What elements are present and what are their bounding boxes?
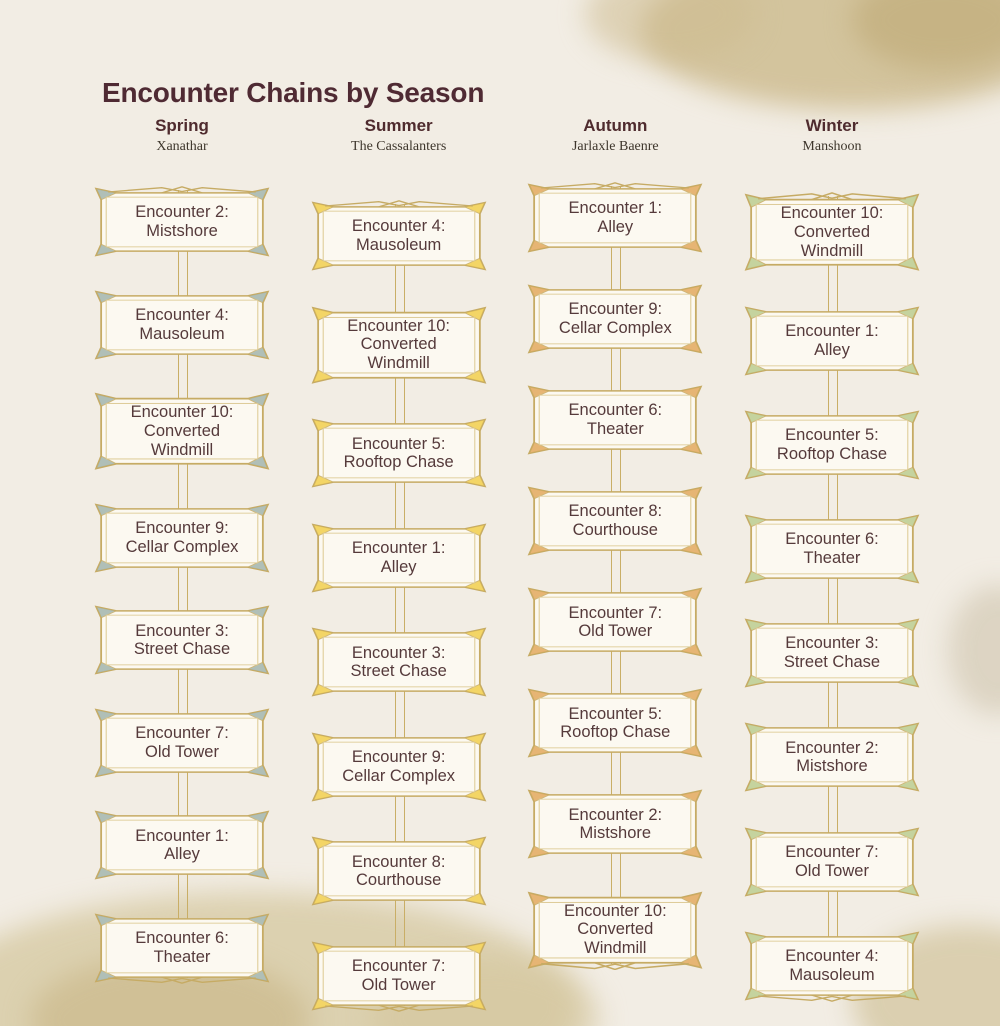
encounter-chain	[305, 180, 493, 1026]
encounter-text	[769, 518, 895, 580]
encounter-node	[738, 305, 926, 377]
encounter-location: Old Tower	[794, 861, 869, 880]
encounter-location: Alley	[380, 557, 417, 576]
encounter-text	[326, 736, 471, 798]
encounter-node	[305, 626, 493, 698]
encounter-text	[336, 841, 462, 903]
encounter-node	[88, 912, 276, 984]
encounter-node	[738, 826, 926, 898]
encounter-text	[119, 191, 245, 253]
column-header	[738, 112, 926, 180]
encounter-node	[88, 289, 276, 361]
encounter-node	[88, 186, 276, 258]
encounter-location: Alley	[164, 845, 200, 864]
encounter-title: Encounter 2:	[785, 738, 879, 757]
encounter-text	[543, 288, 688, 350]
encounter-location: Alley	[814, 340, 850, 359]
encounter-text	[110, 507, 255, 569]
season-column-summer	[305, 112, 493, 1026]
patron-name: Xanathar	[156, 139, 208, 155]
encounter-node	[738, 192, 926, 272]
encounter-node	[305, 305, 493, 385]
encounter-title: Encounter 2:	[568, 805, 663, 824]
encounter-chain	[521, 180, 709, 1026]
encounter-location: Converted Windmill	[143, 421, 221, 459]
encounter-node	[88, 391, 276, 471]
encounter-title: Encounter 7:	[351, 957, 446, 976]
encounter-location: Street Chase	[783, 653, 881, 672]
encounter-location: Converted Windmill	[577, 920, 654, 958]
encounter-location: Old Tower	[578, 622, 653, 641]
encounter-location: Rooftop Chase	[776, 444, 887, 463]
encounter-node	[305, 731, 493, 803]
encounter-title: Encounter 1:	[135, 826, 229, 845]
encounter-title: Encounter 7:	[568, 603, 663, 622]
encounter-title: Encounter 9:	[351, 748, 446, 767]
season-name: Spring	[155, 116, 209, 135]
encounter-title: Encounter 10:	[780, 204, 884, 222]
encounter-text	[119, 712, 245, 774]
encounter-title: Encounter 7:	[785, 842, 879, 861]
encounter-location: Cellar Complex	[558, 319, 672, 338]
encounter-node	[521, 384, 709, 456]
encounter-text	[553, 592, 679, 654]
encounter-text	[335, 632, 463, 694]
encounter-node	[521, 182, 709, 254]
encounter-title: Encounter 1:	[785, 321, 879, 340]
encounter-text	[317, 305, 481, 385]
season-name: Summer	[364, 116, 433, 135]
encounter-location: Cellar Complex	[125, 537, 239, 556]
encounter-title: Encounter 3:	[351, 643, 446, 662]
encounter-text	[750, 192, 914, 272]
encounter-location: Mistshore	[579, 824, 652, 843]
encounter-text	[553, 794, 679, 856]
encounter-text	[769, 310, 895, 372]
encounter-node	[521, 788, 709, 860]
encounter-text	[553, 490, 679, 552]
encounter-location: Mausoleum	[356, 236, 442, 254]
encounter-location: Converted Windmill	[360, 335, 437, 373]
encounter-title: Encounter 5:	[568, 704, 663, 723]
encounter-text	[769, 831, 895, 893]
encounter-title: Encounter 10:	[130, 403, 234, 422]
encounter-text	[118, 610, 246, 672]
encounter-node	[305, 417, 493, 489]
patron-name: Jarlaxle Baenre	[571, 139, 659, 155]
encounter-node	[88, 707, 276, 779]
encounter-title: Encounter 10:	[563, 901, 667, 920]
encounter-text	[769, 935, 895, 997]
encounter-node	[738, 930, 926, 1002]
column-header	[305, 112, 493, 180]
encounter-title: Encounter 3:	[135, 621, 229, 640]
encounter-location: Theater	[153, 948, 211, 966]
encounter-location: Mistshore	[146, 222, 218, 240]
encounter-text	[100, 391, 264, 471]
encounter-title: Encounter 8:	[568, 502, 663, 521]
encounter-node	[88, 502, 276, 574]
encounter-text	[533, 890, 697, 970]
encounter-node	[88, 809, 276, 881]
encounter-location: Mausoleum	[139, 324, 225, 343]
encounter-text	[761, 414, 903, 476]
encounter-text	[119, 294, 245, 356]
encounter-title: Encounter 6:	[135, 929, 229, 948]
encounter-title: Encounter 4:	[135, 305, 229, 324]
encounter-location: Theater	[803, 549, 861, 568]
encounter-location: Mausoleum	[789, 965, 875, 984]
encounter-title: Encounter 5:	[351, 434, 446, 453]
encounter-text	[119, 917, 245, 979]
encounter-location: Courthouse	[572, 521, 658, 540]
encounter-title: Encounter 8:	[351, 852, 446, 871]
encounter-text	[544, 693, 686, 755]
encounter-text	[336, 205, 462, 267]
encounter-title: Encounter 4:	[351, 217, 446, 236]
encounter-location: Courthouse	[356, 871, 442, 890]
season-column-spring	[88, 112, 276, 1026]
encounter-node	[521, 890, 709, 970]
encounter-node	[521, 283, 709, 355]
encounter-text	[768, 622, 896, 684]
encounter-title: Encounter 1:	[568, 199, 663, 218]
encounter-node	[305, 522, 493, 594]
encounter-location: Alley	[597, 218, 634, 236]
column-header	[521, 112, 709, 180]
encounter-text	[336, 945, 462, 1007]
encounter-title: Encounter 9:	[135, 519, 229, 538]
encounter-text	[336, 527, 462, 589]
encounter-location: Cellar Complex	[342, 766, 456, 785]
encounter-title: Encounter 10:	[347, 316, 451, 335]
encounter-node	[88, 604, 276, 676]
season-column-winter	[738, 112, 926, 1026]
encounter-chain	[88, 180, 276, 1026]
encounter-location: Old Tower	[145, 742, 219, 761]
encounter-text	[119, 815, 245, 877]
encounter-title: Encounter 2:	[135, 203, 229, 222]
encounter-title: Encounter 9:	[568, 300, 663, 319]
encounter-title: Encounter 5:	[785, 426, 879, 445]
encounter-node	[521, 687, 709, 759]
encounter-node	[738, 513, 926, 585]
patron-name: Manshoon	[802, 139, 862, 155]
encounter-text	[769, 727, 895, 789]
season-name: Autumn	[583, 116, 648, 135]
encounter-title: Encounter 6:	[785, 530, 879, 549]
encounter-title: Encounter 3:	[785, 634, 879, 653]
season-name: Winter	[805, 116, 859, 135]
encounter-location: Old Tower	[361, 976, 436, 994]
season-column-autumn	[521, 112, 709, 1026]
page-title: Encounter Chains by Season	[102, 76, 485, 108]
encounter-node	[738, 409, 926, 481]
encounter-title: Encounter 6:	[568, 401, 663, 420]
encounter-node	[738, 617, 926, 689]
encounter-location: Converted Windmill	[793, 222, 871, 260]
encounter-location: Rooftop Chase	[343, 453, 454, 472]
encounter-title: Encounter 1:	[351, 539, 446, 558]
encounter-node	[305, 940, 493, 1012]
encounter-location: Theater	[586, 420, 644, 439]
encounter-text	[328, 423, 470, 485]
encounter-location: Street Chase	[133, 640, 231, 659]
column-header	[88, 112, 276, 180]
encounter-title: Encounter 7:	[135, 724, 229, 743]
encounter-location: Rooftop Chase	[560, 723, 671, 742]
encounter-node	[305, 835, 493, 907]
encounter-text	[553, 187, 679, 249]
encounter-location: Street Chase	[350, 662, 447, 681]
patron-name: The Cassalanters	[351, 139, 447, 155]
watercolor-wash-right-middle	[948, 585, 1000, 715]
encounter-location: Mistshore	[796, 757, 868, 776]
encounter-chain	[738, 180, 926, 1026]
encounter-node	[521, 586, 709, 658]
encounter-node	[305, 200, 493, 272]
encounter-node	[738, 721, 926, 793]
season-columns	[88, 112, 926, 1026]
encounter-title: Encounter 4:	[785, 947, 879, 966]
encounter-node	[521, 485, 709, 557]
encounter-text	[553, 389, 679, 451]
